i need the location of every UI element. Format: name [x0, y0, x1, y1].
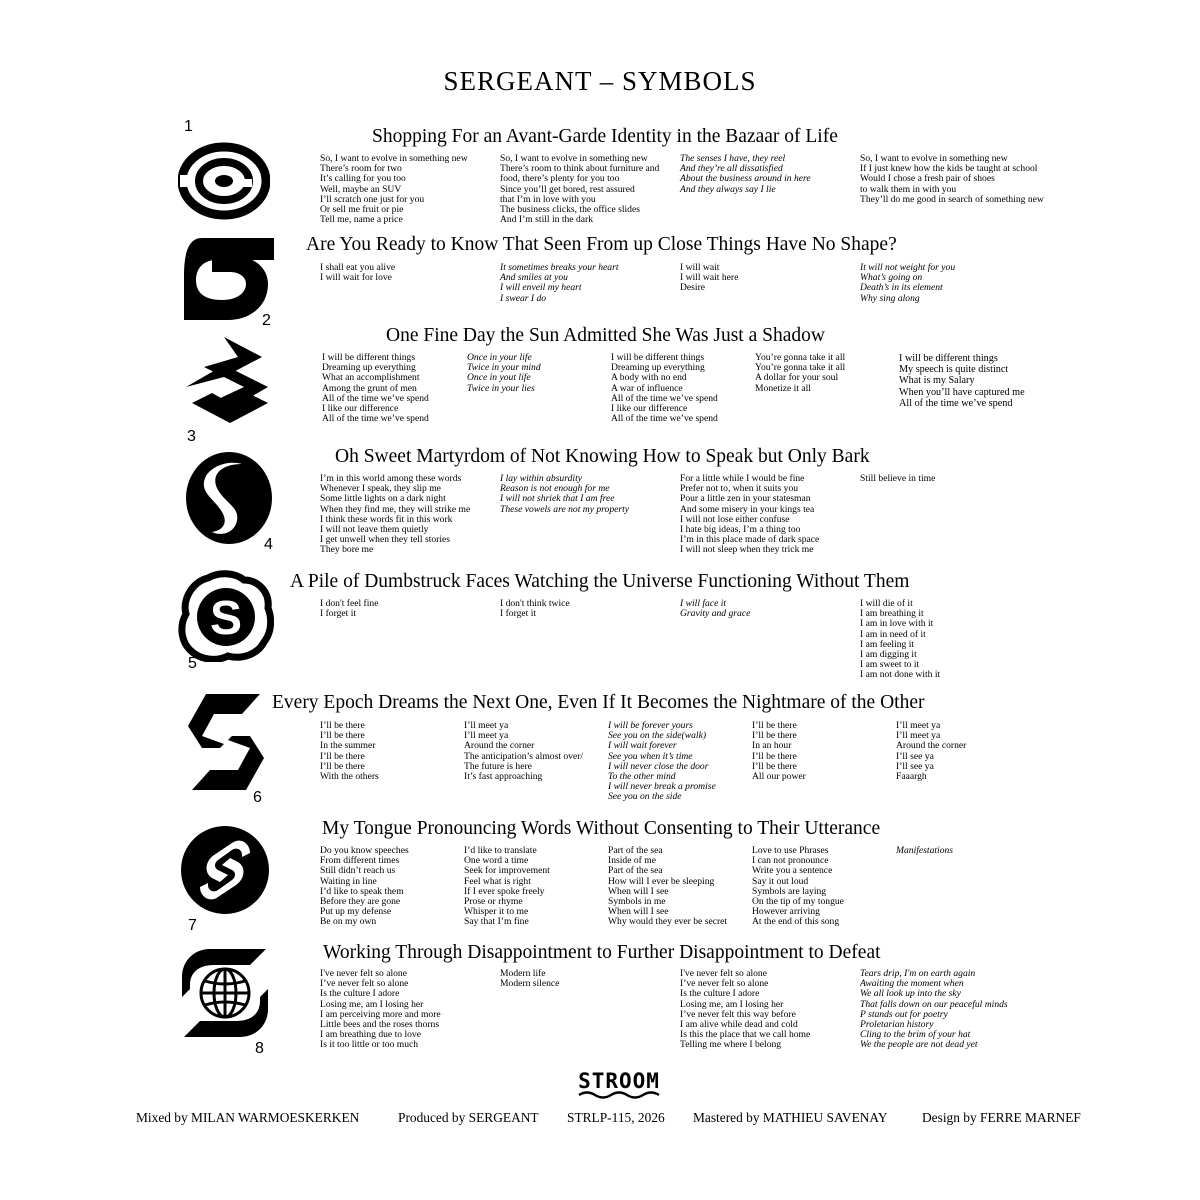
lyric-line: I will enveil my heart: [500, 282, 582, 294]
lyric-line: That falls down on our peaceful minds: [860, 998, 1008, 1010]
track-number: 5: [188, 655, 197, 672]
lyric-line: Pour a little zen in your statesman: [680, 493, 811, 505]
lyrics-column: [320, 474, 470, 556]
lyric-line: For a little while I would be fine: [680, 473, 805, 484]
lyrics-column: [464, 721, 583, 782]
lyrics-column: [752, 721, 806, 782]
lyric-line: I like our difference: [611, 402, 688, 414]
lyric-line: I will wait for love: [320, 272, 392, 284]
lyric-line: I've never felt so alone: [680, 968, 767, 979]
lyric-line: They bore me: [320, 544, 374, 556]
track-title: Are You Ready to Know That Seen From up Close Things Have No Shape?: [306, 234, 897, 255]
lyric-line: I’ll scratch one just for you: [320, 193, 425, 205]
lyric-line: Be on my own: [320, 916, 377, 928]
lyric-line: I will be different things: [322, 352, 416, 363]
lyric-line: Write you a sentence: [752, 865, 833, 877]
lyric-line: Modern life: [500, 968, 546, 979]
track-title: Working Through Disappointment to Further Disappointment to Defeat: [323, 942, 881, 963]
svg-text:S: S: [209, 592, 243, 645]
lyric-line: Before they are gone: [320, 895, 401, 907]
lyrics-column: [320, 969, 441, 1051]
lyrics-column: [500, 599, 570, 619]
lyric-line: All of the time we’ve spend: [611, 392, 718, 404]
lyrics-column: [680, 474, 819, 556]
lyric-line: to walk them in with you: [860, 183, 957, 195]
cloud-s-icon: [178, 570, 274, 662]
lyric-line: I’ll meet ya: [896, 730, 941, 742]
lyric-line: One word a time: [464, 855, 529, 867]
lyric-line: Is this the place that we call home: [680, 1029, 811, 1041]
track-number: 2: [262, 312, 271, 329]
lyric-line: I will be forever yours: [608, 720, 693, 731]
lyric-line: I am in need of it: [860, 628, 926, 640]
lyric-line: What’s going on: [860, 272, 923, 284]
track-number: 8: [255, 1040, 264, 1057]
lyric-line: Or sell me fruit or pie: [320, 203, 404, 215]
lyric-line: Telling me where I belong: [680, 1039, 782, 1051]
lyric-line: Prefer not to, when it suits you: [680, 483, 799, 495]
lyric-line: I will be different things: [611, 352, 705, 363]
lyric-line: It will not weight for you: [860, 262, 956, 273]
lyric-line: I will die of it: [860, 598, 913, 609]
lyric-line: I am in love with it: [860, 618, 934, 630]
lyric-line: I’ll see ya: [896, 760, 934, 772]
lyric-line: Little bees and the roses thorns: [320, 1018, 440, 1030]
lyrics-column: [680, 969, 810, 1051]
lyrics-column: [860, 599, 940, 681]
lyric-line: Still believe in time: [860, 473, 936, 484]
lyrics-column: [896, 721, 966, 782]
lyrics-column: [608, 846, 727, 928]
lyric-line: I’ll be there: [752, 730, 797, 742]
lyric-line: In the summer: [320, 740, 376, 752]
lyrics-column: [860, 474, 935, 484]
oval-s-icon: [184, 450, 274, 546]
lyrics-column: [500, 969, 559, 989]
lyric-line: If I ever spoke freely: [464, 885, 545, 897]
lyrics-column: [899, 353, 1025, 409]
lyric-line: I will not sleep when they trick me: [680, 544, 814, 556]
lyric-line: I will wait: [680, 262, 720, 273]
lyric-line: I shall eat you alive: [320, 262, 396, 273]
lyric-line: I am not done with it: [860, 669, 941, 681]
lyric-line: A war of influence: [611, 382, 683, 394]
lyric-line: Why would they ever be secret: [608, 916, 728, 928]
lyric-line: Symbols in me: [608, 895, 666, 907]
lyric-line: Desire: [680, 282, 706, 294]
credit-mixed: Mixed by MILAN WARMOESKERKEN: [136, 1110, 360, 1125]
lyric-line: Tell me, name a price: [320, 214, 403, 226]
lyric-line: Once in your life: [467, 352, 532, 363]
lyric-line: Twice in your lies: [467, 382, 535, 394]
lyric-line: Manifestations: [896, 845, 954, 856]
lyric-line: Say that I’m fine: [464, 916, 529, 928]
lyric-line: I’ll meet ya: [464, 720, 509, 731]
lyric-line: What is my Salary: [899, 375, 975, 387]
credit-design: Design by FERRE MARNEF: [922, 1110, 1081, 1125]
lyric-line: I lay within absurdity: [500, 473, 582, 484]
lyric-line: I swear I do: [500, 292, 547, 304]
track-title: Every Epoch Dreams the Next One, Even If It Becomes the Nightmare of the Other: [272, 692, 925, 713]
lyric-line: I’ll be there: [752, 760, 797, 772]
lyric-line: I forget it: [320, 608, 357, 620]
lyric-line: In an hour: [752, 740, 792, 752]
lyrics-column: [860, 263, 955, 304]
lyric-line: On the tip of my tongue: [752, 895, 844, 907]
lyric-line: Well, maybe an SUV: [320, 183, 402, 195]
lyrics-column: [611, 353, 718, 424]
lyric-line: It’s fast approaching: [464, 770, 543, 782]
lyric-line: When they find me, they will strike me: [320, 503, 471, 515]
track-title: Oh Sweet Martyrdom of Not Knowing How to Speak but Only Bark: [335, 446, 870, 467]
lyric-line: I’ve never felt so alone: [320, 978, 409, 990]
lyric-line: See you when it’s time: [608, 750, 693, 762]
lyrics-column: [860, 154, 1044, 205]
lyric-line: I’ve never felt this way before: [680, 1008, 796, 1020]
lyric-line: I’ll see ya: [896, 750, 934, 762]
lyric-line: I’m in this world among these words: [320, 473, 462, 484]
lyric-line: I am digging it: [860, 648, 917, 660]
lyric-line: So, I want to evolve in something new: [320, 153, 468, 164]
lyric-line: Losing me, am I losing her: [320, 998, 424, 1010]
lyric-line: I will not lose either confuse: [680, 513, 790, 525]
lyric-line: The future is here: [464, 760, 532, 772]
lyric-line: About the business around in here: [680, 173, 811, 185]
lyric-line: that I’m in love with you: [500, 193, 596, 205]
lyric-line: Dreaming up everything: [611, 362, 705, 374]
lyric-line: Seek for improvement: [464, 865, 550, 877]
lyric-line: I can not pronounce: [752, 855, 829, 867]
lyric-line: Waiting in line: [320, 875, 377, 887]
lyric-line: There’s room to think about furniture and: [500, 163, 660, 175]
lyric-line: It’s calling for you too: [320, 173, 406, 185]
track-number: 3: [187, 428, 196, 445]
lyric-line: And smiles at you: [500, 272, 568, 284]
lyric-line: We all look up into the sky: [860, 988, 961, 1000]
lyric-line: Twice in your mind: [467, 362, 541, 374]
lyric-line: When will I see: [608, 906, 669, 918]
lyric-line: I will wait here: [680, 272, 739, 284]
lyric-line: When will I see: [608, 885, 669, 897]
lyric-line: Among the grunt of men: [322, 382, 417, 394]
lyric-line: These vowels are not my property: [500, 503, 630, 515]
lyric-line: A dollar for your soul: [755, 372, 839, 384]
lyric-line: Do you know speeches: [320, 845, 409, 856]
lyric-line: I don't feel fine: [320, 598, 379, 609]
lyrics-column: [860, 969, 1008, 1051]
lyric-line: To the other mind: [608, 770, 676, 782]
lyric-line: I am feeling it: [860, 638, 915, 650]
track-number: 6: [253, 789, 262, 806]
lyric-line: I’ll be there: [752, 750, 797, 762]
lyric-line: Love to use Phrases: [752, 845, 829, 856]
lyric-line: See you on the side(walk): [608, 730, 707, 742]
lyric-line: I will be different things: [899, 353, 998, 364]
lyrics-column: [320, 846, 409, 928]
lyric-line: Gravity and grace: [680, 608, 751, 620]
lyric-line: Part of the sea: [608, 865, 663, 877]
lyric-line: Part of the sea: [608, 845, 663, 856]
lyric-line: I am perceiving more and more: [320, 1008, 441, 1020]
lyric-line: I’d like to translate: [464, 845, 537, 856]
svg-text:STROOM: STROOM: [578, 1069, 660, 1093]
lyric-line: P stands out for poetry: [860, 1008, 948, 1020]
lyric-line: Would I chose a fresh pair of shoes: [860, 173, 995, 185]
curled-s-block-icon: [182, 236, 276, 322]
lyric-line: Around the corner: [896, 740, 967, 752]
lyric-line: I hate big ideas, I’m a thing too: [680, 523, 801, 535]
lyric-line: food, there’s plenty for you too: [500, 173, 620, 185]
lyric-line: Feel what is right: [464, 875, 531, 887]
track-title: A Pile of Dumbstruck Faces Watching the Universe Functioning Without Them: [290, 571, 910, 592]
credit-produced: Produced by SERGEANT: [398, 1110, 539, 1125]
lyrics-column: [680, 263, 738, 294]
lyric-line: I am breathing it: [860, 608, 924, 620]
lyric-line: So, I want to evolve in something new: [500, 153, 648, 164]
circle-s-icon: [180, 825, 270, 915]
lyric-line: I’d like to speak them: [320, 885, 404, 897]
lyric-line: A body with no end: [611, 372, 687, 384]
lyric-line: Once in yout life: [467, 372, 531, 384]
lyric-line: You’re gonna take it all: [755, 362, 846, 374]
lyric-line: I forget it: [500, 608, 537, 620]
lyric-line: And they always say I lie: [680, 183, 776, 195]
lyric-line: I think these words fit in this work: [320, 513, 453, 525]
lyric-line: Why sing along: [860, 292, 920, 304]
lyric-line: Say it out loud: [752, 875, 809, 887]
hexagon-s-icon: [186, 692, 266, 792]
lyric-line: Faaargh: [896, 770, 927, 782]
lyric-line: All of the time we’ve spend: [611, 413, 718, 425]
lyric-line: Whisper it to me: [464, 906, 529, 918]
lyric-line: How will I ever be sleeping: [608, 875, 715, 887]
lyric-line: Dreaming up everything: [322, 362, 416, 374]
lyric-line: Is the culture I adore: [680, 988, 760, 1000]
lyric-line: And some misery in your kings tea: [680, 503, 815, 515]
lyric-line: I've never felt so alone: [320, 968, 407, 979]
lyric-line: All of the time we’ve spend: [899, 397, 1013, 409]
track-number: 4: [264, 536, 273, 553]
lyric-line: Inside of me: [608, 855, 656, 867]
lyric-line: What an accomplishment: [322, 372, 420, 384]
lyric-line: I’ll meet ya: [896, 720, 941, 731]
lyric-line: However arriving: [752, 906, 820, 918]
lyric-line: All of the time we’ve spend: [322, 392, 429, 404]
lyric-line: I will wait forever: [608, 740, 677, 752]
lyric-line: Put up my defense: [320, 906, 392, 918]
lyrics-column: [680, 599, 750, 619]
lyric-line: The senses I have, they reel: [680, 153, 786, 164]
lyric-line: I am alive while dead and cold: [680, 1018, 798, 1030]
lyric-line: Monetize it all: [755, 382, 811, 394]
lyric-line: Is it too little or too much: [320, 1039, 419, 1051]
lyric-line: It sometimes breaks your heart: [500, 262, 619, 273]
lyrics-column: [320, 599, 378, 619]
lyric-line: I am sweet to it: [860, 659, 920, 671]
lyric-line: My speech is quite distinct: [899, 364, 1009, 376]
lyric-line: Symbols are laying: [752, 885, 827, 897]
lyric-line: Some little lights on a dark night: [320, 493, 446, 505]
lyric-line: I will never break a promise: [608, 781, 716, 793]
lyric-line: I’ll meet ya: [464, 730, 509, 742]
lyric-line: I will not shriek that I am free: [500, 493, 615, 505]
globe-s-icon: [180, 945, 270, 1041]
lyric-line: All our power: [752, 770, 806, 782]
lyrics-column: [500, 263, 618, 304]
lyrics-column: [320, 154, 468, 225]
lyric-line: The anticipation’s almost over/: [464, 750, 584, 762]
lyric-line: I’ll be there: [320, 750, 365, 762]
lyrics-column: [500, 474, 629, 515]
track-number: 1: [184, 118, 193, 135]
lyric-line: Losing me, am I losing her: [680, 998, 784, 1010]
lyrics-column: [322, 353, 429, 424]
lyric-line: Proletarian history: [860, 1018, 934, 1030]
page-title: SERGEANT – SYMBOLS: [443, 66, 757, 96]
lyric-line: You’re gonna take it all: [755, 352, 846, 363]
lyric-line: They’ll do me good in search of something new: [860, 193, 1044, 205]
lyrics-column: [608, 721, 716, 803]
lyric-line: See you on the side: [608, 791, 682, 803]
track-title: Shopping For an Avant-Garde Identity in the Bazaar of Life: [372, 126, 838, 147]
lyric-line: There’s room for two: [320, 163, 402, 175]
lyric-line: I’m in this place made of dark space: [680, 534, 820, 546]
lyric-line: I’ve never felt so alone: [680, 978, 769, 990]
lyric-line: I’ll be there: [752, 720, 797, 731]
lyric-line: With the others: [320, 770, 379, 782]
spiral-swirl-icon: [178, 135, 270, 227]
lyric-line: Tears drip, I'm on earth again: [860, 968, 976, 979]
lyric-line: I like our difference: [322, 402, 399, 414]
lyric-line: I’ll be there: [320, 730, 365, 742]
lyric-line: Modern silence: [500, 978, 560, 990]
lyrics-column: [755, 353, 845, 394]
lyric-line: From different times: [320, 855, 400, 867]
lyric-line: Cling to the brim of your hat: [860, 1029, 971, 1041]
lyrics-column: [320, 263, 395, 283]
lyric-line: I don't think twice: [500, 598, 570, 609]
lyric-line: Reason is not enough for me: [500, 483, 610, 495]
track-title: My Tongue Pronouncing Words Without Consenting to Their Utterance: [322, 818, 881, 839]
lyric-line: When you’ll have captured me: [899, 386, 1025, 398]
lyric-line: Since you’ll get bored, rest assured: [500, 183, 635, 195]
lyrics-column: [896, 846, 953, 856]
lyrics-column: [680, 154, 811, 195]
lyric-line: Awaiting the moment when: [860, 978, 964, 990]
lyric-line: I’ll be there: [320, 720, 365, 731]
credit-mastered: Mastered by MATHIEU SAVENAY: [693, 1110, 888, 1125]
lyric-line: And they’re all dissatisfied: [680, 163, 783, 175]
lyric-line: I get unwell when they tell stories: [320, 534, 451, 546]
lyrics-column: [752, 846, 844, 928]
credit-catalog: STRLP-115, 2026: [567, 1110, 665, 1125]
lyric-line: Death’s in its element: [860, 282, 943, 294]
lyric-line: All of the time we’ve spend: [322, 413, 429, 425]
lyric-line: I am breathing due to love: [320, 1029, 421, 1041]
lyrics-column: [467, 353, 541, 394]
lyric-line: So, I want to evolve in something new: [860, 153, 1008, 164]
lyrics-column: [320, 721, 379, 782]
lyric-line: Still didn’t reach us: [320, 865, 396, 877]
lyric-line: And I’m still in the dark: [500, 214, 593, 226]
lyric-line: Around the corner: [464, 740, 535, 752]
angular-s-icon: [184, 335, 270, 427]
track-number: 7: [188, 917, 197, 934]
lyric-line: I’ll be there: [320, 760, 365, 772]
track-title: One Fine Day the Sun Admitted She Was Just a Shadow: [386, 325, 825, 346]
stroom-label-logo: [575, 1066, 665, 1100]
lyrics-column: [500, 154, 659, 225]
lyric-line: Prose or rhyme: [464, 895, 523, 907]
lyric-line: I will face it: [680, 598, 727, 609]
lyric-line: We the people are not dead yet: [860, 1039, 978, 1051]
lyric-line: At the end of this song: [752, 916, 840, 928]
lyric-line: The business clicks, the office slides: [500, 203, 640, 215]
lyric-line: Whenever I speak, they slip me: [320, 483, 441, 495]
lyric-line: Is the culture I adore: [320, 988, 400, 1000]
lyric-line: If I just knew how the kids be taught at school: [860, 163, 1038, 175]
lyric-line: I will not leave them quietly: [320, 523, 429, 535]
lyric-line: I will never close the door: [608, 760, 709, 772]
lyrics-column: [464, 846, 550, 928]
